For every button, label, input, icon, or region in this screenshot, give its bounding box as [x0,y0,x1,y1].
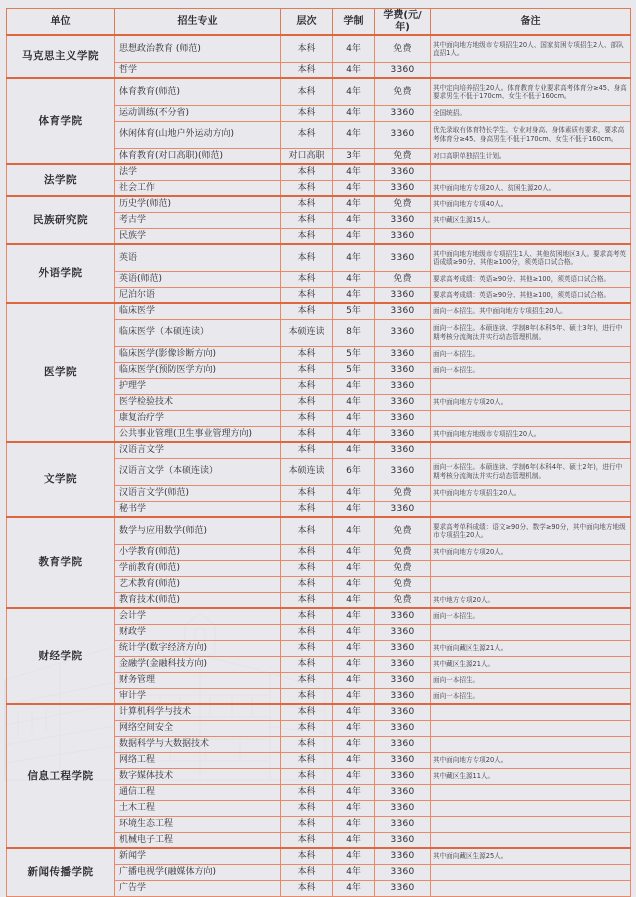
cell-level: 本科 [281,62,333,78]
cell-note: 其中藏区生源15人。 [431,212,631,228]
cell-fee: 3360 [375,426,431,442]
cell-level: 本科 [281,624,333,640]
cell-years: 4年 [333,704,375,720]
cell-years: 4年 [333,576,375,592]
cell-major: 体育教育(对口高职)(师范) [115,148,281,164]
cell-note: 面向一本招生。其中面向地方专项招生20人。 [431,303,631,319]
cell-major: 思想政治教育 (师范) [115,35,281,62]
cell-major: 医学检验技术 [115,394,281,410]
cell-note [431,624,631,640]
column-header-major: 招生专业 [115,9,281,36]
cell-years: 4年 [333,394,375,410]
cell-major: 广播电视学(融媒体方向) [115,864,281,880]
cell-fee: 3360 [375,62,431,78]
cell-major: 护理学 [115,378,281,394]
cell-note [431,864,631,880]
cell-unit: 教育学院 [7,517,115,608]
cell-years: 4年 [333,196,375,212]
table-row [7,848,631,864]
cell-level: 本科 [281,576,333,592]
cell-level: 本科 [281,768,333,784]
table-row [7,517,631,544]
cell-years: 4年 [333,62,375,78]
cell-level: 本科 [281,784,333,800]
cell-level: 本科 [281,271,333,287]
cell-level: 本科 [281,287,333,303]
cell-major: 体育教育(师范) [115,78,281,105]
cell-note: 其中面向藏区生源21人。 [431,640,631,656]
cell-major: 临床医学(影像诊断方向) [115,346,281,362]
cell-note [431,816,631,832]
cell-fee: 3360 [375,800,431,816]
cell-unit: 医学院 [7,303,115,442]
cell-fee: 3360 [375,624,431,640]
cell-note: 要求高考单科成绩：语文≥90分、数学≥90分，其中面向地方地级市专项招生20人。 [431,517,631,544]
cell-fee: 3360 [375,410,431,426]
cell-major: 临床医学(预防医学方向) [115,362,281,378]
cell-major: 英语(师范) [115,271,281,287]
table-row [7,35,631,62]
cell-level: 本科 [281,816,333,832]
cell-note [431,442,631,458]
cell-level: 本科 [281,426,333,442]
cell-major: 土木工程 [115,800,281,816]
cell-years: 4年 [333,244,375,271]
cell-years: 4年 [333,485,375,501]
cell-years: 4年 [333,212,375,228]
cell-fee: 免费 [375,576,431,592]
cell-note [431,880,631,896]
cell-fee: 3360 [375,442,431,458]
cell-note: 其中地方专项20人。 [431,592,631,608]
cell-years: 4年 [333,592,375,608]
cell-major: 财务管理 [115,672,281,688]
cell-level: 本科 [281,704,333,720]
cell-fee: 免费 [375,485,431,501]
cell-level: 本科 [281,544,333,560]
cell-major: 公共事业管理(卫生事业管理方向) [115,426,281,442]
cell-unit: 财经学院 [7,608,115,704]
cell-level: 本科 [281,485,333,501]
cell-level: 本科 [281,688,333,704]
cell-note: 面向一本招生。 [431,688,631,704]
cell-level: 本科 [281,228,333,244]
cell-note: 面向一本招生。本硕连读、学制6年(本科4年、硕士2年)，进行中期考核分流淘汰并实行动态管理机制。 [431,458,631,485]
cell-years: 5年 [333,303,375,319]
cell-note [431,576,631,592]
cell-major: 数字媒体技术 [115,768,281,784]
cell-note: 其中面向地方专项20人。 [431,752,631,768]
cell-major: 临床医学（本硕连读） [115,319,281,346]
cell-major: 会计学 [115,608,281,624]
cell-years: 4年 [333,501,375,517]
cell-fee: 3360 [375,287,431,303]
cell-fee: 3360 [375,736,431,752]
cell-unit: 外语学院 [7,244,115,303]
cell-major: 审计学 [115,688,281,704]
cell-unit: 法学院 [7,164,115,196]
cell-years: 4年 [333,672,375,688]
cell-years: 4年 [333,180,375,196]
cell-note: 其中面向地方专项20人。 [431,544,631,560]
cell-years: 4年 [333,608,375,624]
cell-major: 环境生态工程 [115,816,281,832]
cell-note: 全国统招。 [431,105,631,121]
cell-level: 本科 [281,212,333,228]
cell-years: 6年 [333,458,375,485]
cell-fee: 免费 [375,78,431,105]
cell-fee: 免费 [375,35,431,62]
cell-major: 艺术教育(师范) [115,576,281,592]
cell-major: 尼泊尔语 [115,287,281,303]
cell-fee: 3360 [375,720,431,736]
cell-note: 其中面向地方地级市专项招生20人。 [431,426,631,442]
cell-major: 网络空间安全 [115,720,281,736]
cell-note: 对口高职单独招生计划。 [431,148,631,164]
cell-years: 4年 [333,35,375,62]
admission-plan-table [6,8,631,897]
cell-major: 广告学 [115,880,281,896]
cell-years: 4年 [333,880,375,896]
cell-major: 机械电子工程 [115,832,281,848]
cell-years: 4年 [333,378,375,394]
cell-level: 本科 [281,560,333,576]
cell-level: 本科 [281,752,333,768]
cell-level: 本科 [281,180,333,196]
cell-fee: 免费 [375,544,431,560]
cell-years: 4年 [333,736,375,752]
cell-fee: 3360 [375,228,431,244]
cell-years: 3年 [333,148,375,164]
cell-years: 4年 [333,442,375,458]
cell-years: 5年 [333,362,375,378]
cell-note [431,800,631,816]
cell-years: 4年 [333,816,375,832]
cell-fee: 3360 [375,848,431,864]
cell-unit: 新闻传播学院 [7,848,115,896]
cell-level: 本科 [281,78,333,105]
cell-major: 计算机科学与技术 [115,704,281,720]
cell-major: 学前教育(师范) [115,560,281,576]
cell-note: 其中面向地方地级市专项招生20人、国家贫困专项招生2人、部队直招1人。 [431,35,631,62]
cell-major: 汉语言文学(师范) [115,485,281,501]
cell-fee: 3360 [375,832,431,848]
cell-level: 本科 [281,35,333,62]
cell-fee: 免费 [375,196,431,212]
cell-level: 本科 [281,848,333,864]
table-row [7,303,631,319]
cell-note [431,378,631,394]
table-body [7,35,631,896]
cell-fee: 3360 [375,704,431,720]
cell-fee: 免费 [375,560,431,576]
cell-level: 本硕连读 [281,319,333,346]
cell-years: 4年 [333,784,375,800]
cell-years: 4年 [333,752,375,768]
cell-note: 要求高考成绩：英语≥90分、其他≥100，须英语口试合格。 [431,287,631,303]
cell-note [431,704,631,720]
cell-years: 8年 [333,319,375,346]
cell-fee: 3360 [375,688,431,704]
cell-note [431,832,631,848]
cell-years: 4年 [333,832,375,848]
cell-fee: 3360 [375,212,431,228]
cell-fee: 3360 [375,784,431,800]
cell-fee: 3360 [375,864,431,880]
cell-fee: 3360 [375,768,431,784]
cell-level: 本科 [281,880,333,896]
cell-years: 4年 [333,164,375,180]
cell-level: 本科 [281,720,333,736]
cell-years: 4年 [333,640,375,656]
cell-major: 数学与应用数学(师范) [115,517,281,544]
table-row [7,244,631,271]
cell-level: 本科 [281,196,333,212]
cell-level: 本科 [281,442,333,458]
cell-major: 汉语言文学（本硕连读） [115,458,281,485]
cell-note: 其中面向地方地级市专项招生1人、其他贫困地区3人。要求高考英语成绩≥90分、其他≥100分，须英语口试合格。 [431,244,631,271]
cell-fee: 3360 [375,640,431,656]
cell-fee: 3360 [375,378,431,394]
cell-major: 财政学 [115,624,281,640]
table-row [7,196,631,212]
cell-years: 5年 [333,346,375,362]
cell-level: 本科 [281,394,333,410]
cell-note: 面向一本招生。本硕连读、学制8年(本科5年、硕士3年)，进行中期考核分流淘汰并实行动态管理机制。 [431,319,631,346]
cell-level: 本科 [281,800,333,816]
cell-years: 4年 [333,410,375,426]
cell-note: 面向一本招生。 [431,362,631,378]
cell-years: 4年 [333,228,375,244]
column-header-fee: 学费(元/年) [375,9,431,36]
cell-years: 4年 [333,720,375,736]
cell-level: 本科 [281,362,333,378]
cell-years: 4年 [333,688,375,704]
cell-years: 4年 [333,800,375,816]
cell-major: 哲学 [115,62,281,78]
cell-major: 数据科学与大数据技术 [115,736,281,752]
cell-note: 其中藏区生源11人。 [431,768,631,784]
cell-major: 统计学(数字经济方向) [115,640,281,656]
cell-level: 本科 [281,517,333,544]
cell-fee: 3360 [375,164,431,180]
cell-note: 其中面向地方专项40人。 [431,196,631,212]
cell-major: 英语 [115,244,281,271]
cell-years: 4年 [333,426,375,442]
cell-fee: 3360 [375,105,431,121]
cell-major: 民族学 [115,228,281,244]
cell-note [431,560,631,576]
cell-major: 运动训练(不分省) [115,105,281,121]
cell-years: 4年 [333,287,375,303]
cell-fee: 免费 [375,148,431,164]
cell-fee: 免费 [375,271,431,287]
column-header-unit: 单位 [7,9,115,36]
cell-unit: 马克思主义学院 [7,35,115,78]
cell-years: 4年 [333,78,375,105]
cell-years: 4年 [333,271,375,287]
cell-fee: 3360 [375,180,431,196]
cell-level: 本科 [281,121,333,148]
cell-level: 本科 [281,592,333,608]
column-header-level: 层次 [281,9,333,36]
cell-years: 4年 [333,848,375,864]
cell-major: 小学教育(师范) [115,544,281,560]
cell-unit: 体育学院 [7,78,115,164]
cell-years: 4年 [333,560,375,576]
cell-years: 4年 [333,517,375,544]
cell-fee: 3360 [375,608,431,624]
cell-level: 本科 [281,736,333,752]
cell-major: 社会工作 [115,180,281,196]
cell-level: 本科 [281,105,333,121]
cell-level: 本硕连读 [281,458,333,485]
cell-level: 本科 [281,864,333,880]
cell-fee: 3360 [375,880,431,896]
cell-fee: 免费 [375,592,431,608]
cell-level: 本科 [281,832,333,848]
cell-fee: 3360 [375,346,431,362]
cell-major: 教育技术(师范) [115,592,281,608]
cell-years: 4年 [333,105,375,121]
cell-major: 秘书学 [115,501,281,517]
column-header-note: 备注 [431,9,631,36]
cell-level: 本科 [281,501,333,517]
cell-unit: 民族研究院 [7,196,115,244]
cell-unit: 信息工程学院 [7,704,115,848]
cell-level: 本科 [281,672,333,688]
cell-note [431,164,631,180]
cell-note [431,410,631,426]
table-row [7,704,631,720]
cell-level: 本科 [281,378,333,394]
cell-note [431,784,631,800]
cell-years: 4年 [333,544,375,560]
cell-note: 面向一本招生。 [431,608,631,624]
cell-fee: 3360 [375,672,431,688]
cell-fee: 3360 [375,656,431,672]
cell-fee: 免费 [375,517,431,544]
cell-level: 本科 [281,346,333,362]
cell-fee: 3360 [375,458,431,485]
cell-unit: 文学院 [7,442,115,517]
cell-note: 其中面向藏区生源25人。 [431,848,631,864]
cell-fee: 3360 [375,362,431,378]
cell-major: 新闻学 [115,848,281,864]
cell-note: 其中定向培养招生20人。体育教育专业要求高考体育分≥45、身高要求男生不低于170cm、女生不低于160cm。 [431,78,631,105]
cell-note: 要求高考成绩：英语≥90分、其他≥100，须英语口试合格。 [431,271,631,287]
cell-level: 本科 [281,244,333,271]
table-row [7,442,631,458]
cell-note: 面向一本招生。 [431,672,631,688]
cell-fee: 3360 [375,319,431,346]
header-row [7,9,631,36]
cell-years: 4年 [333,768,375,784]
cell-note: 其中面向地方专项招生20人。 [431,485,631,501]
cell-level: 本科 [281,640,333,656]
cell-fee: 3360 [375,121,431,148]
cell-years: 4年 [333,864,375,880]
cell-level: 对口高职 [281,148,333,164]
table-header [7,9,631,36]
cell-note: 面向一本招生。 [431,346,631,362]
cell-note [431,736,631,752]
cell-note: 其中面向地方专项20人、贫困生源20人。 [431,180,631,196]
cell-level: 本科 [281,410,333,426]
cell-fee: 3360 [375,816,431,832]
table-row [7,164,631,180]
cell-level: 本科 [281,608,333,624]
cell-major: 汉语言文学 [115,442,281,458]
table-row [7,78,631,105]
cell-fee: 3360 [375,244,431,271]
cell-fee: 3360 [375,394,431,410]
cell-note [431,228,631,244]
cell-years: 4年 [333,624,375,640]
cell-note [431,501,631,517]
cell-major: 通信工程 [115,784,281,800]
cell-note: 其中藏区生源21人。 [431,656,631,672]
cell-major: 历史学(师范) [115,196,281,212]
cell-major: 法学 [115,164,281,180]
cell-note [431,720,631,736]
cell-note: 其中面向地方专项20人。 [431,394,631,410]
cell-major: 临床医学 [115,303,281,319]
cell-years: 4年 [333,121,375,148]
cell-major: 金融学(金融科技方向) [115,656,281,672]
cell-note [431,62,631,78]
cell-major: 休闲体育(山地户外运动方向) [115,121,281,148]
cell-fee: 3360 [375,501,431,517]
cell-years: 4年 [333,656,375,672]
cell-major: 考古学 [115,212,281,228]
cell-level: 本科 [281,164,333,180]
cell-fee: 3360 [375,303,431,319]
cell-level: 本科 [281,656,333,672]
table-row [7,608,631,624]
column-header-years: 学制 [333,9,375,36]
cell-major: 网络工程 [115,752,281,768]
cell-level: 本科 [281,303,333,319]
cell-note: 优先录取有体育特长学生。专业对身高、身体素质有要求，要求高考体育分≥45、身高男生不低于170cm、女生不低于160cm。 [431,121,631,148]
cell-fee: 3360 [375,752,431,768]
cell-major: 康复治疗学 [115,410,281,426]
